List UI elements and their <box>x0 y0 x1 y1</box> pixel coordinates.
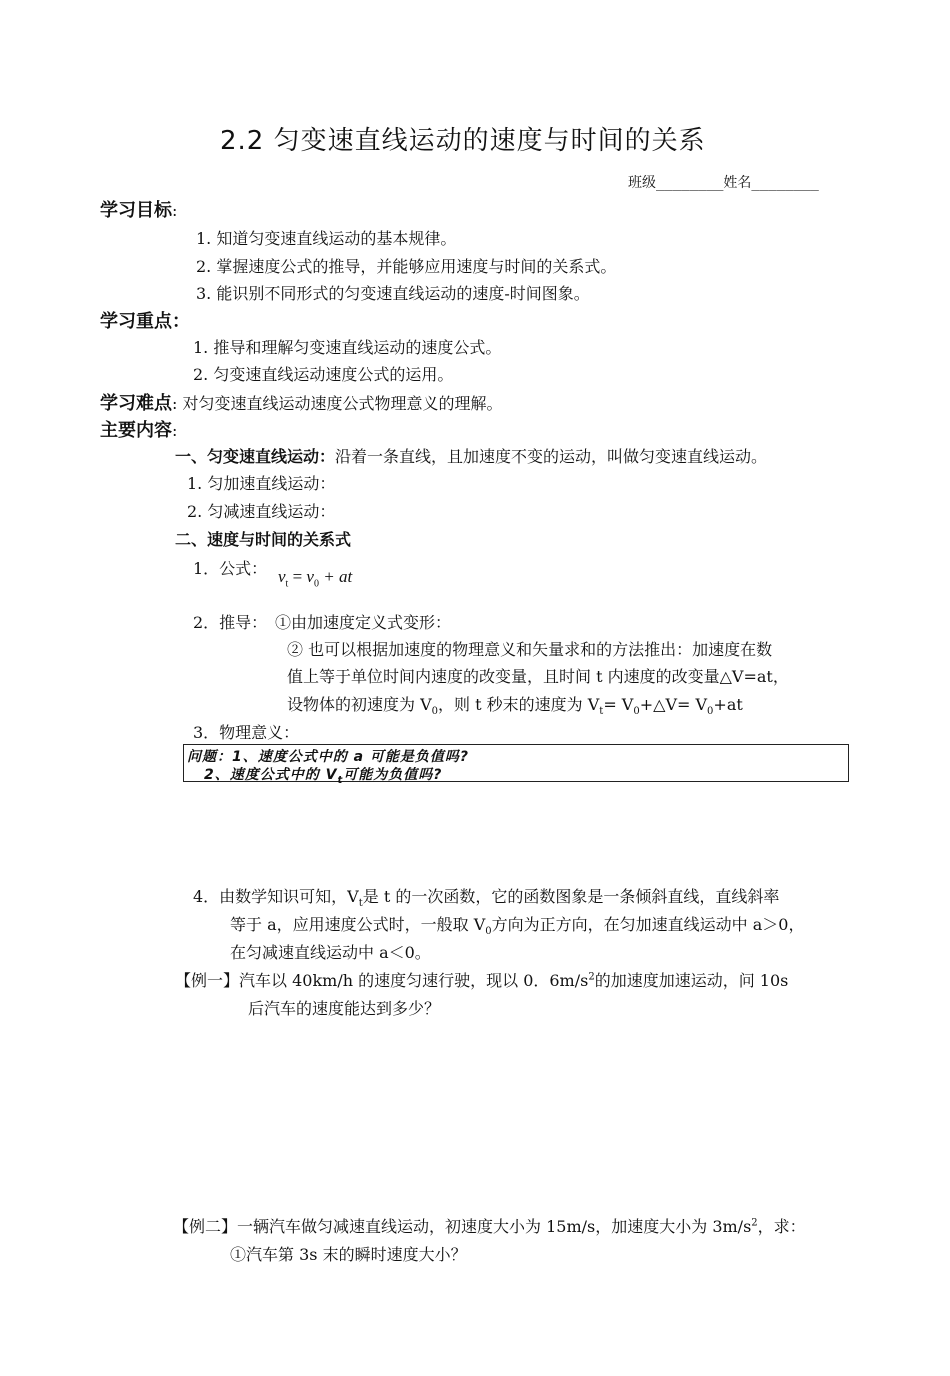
main-content-colon: : <box>172 421 178 440</box>
item4-2-post: 方向为正方向，在匀加速直线运动中 a＞0， <box>491 915 805 934</box>
key-point-item-1: 1. 推导和理解匀变速直线运动的速度公式。 <box>193 338 502 357</box>
key-points-heading: 学习重点： <box>100 311 190 332</box>
objective-item-1: 1. 知道匀变速直线运动的基本规律。 <box>196 229 457 248</box>
example1-1-sup: 2 <box>588 971 595 983</box>
derive-step-2a: ② 也可以根据加速度的物理意义和矢量求和的方法推出：加速度在数 <box>287 640 773 659</box>
derive-2c-post1: = V <box>603 695 634 714</box>
item4-1-pre: 4．由数学知识可知，V <box>193 887 359 906</box>
example2-label: 【例二】 <box>173 1217 238 1236</box>
section1-item-2: 2. 匀减速直线运动： <box>187 502 336 521</box>
meaning-label: 3．物理意义： <box>193 723 300 742</box>
formula-label: 1．公式： <box>193 559 268 578</box>
objectives-colon: : <box>172 201 178 220</box>
class-name-line: 班级________姓名________ <box>628 175 819 191</box>
example1-line-2: 后汽车的速度能达到多少？ <box>248 999 441 1018</box>
difficulty-heading: 学习难点 <box>100 393 172 414</box>
formula-v: v <box>278 567 286 586</box>
formula-v0: v <box>306 567 314 586</box>
example1-1-post: 的加速度加速运动，问 10s <box>594 971 789 990</box>
question-line-2 <box>204 764 442 786</box>
section1-text: 沿着一条直线，且加速度不变的运动，叫做匀变速直线运动。 <box>335 447 768 466</box>
example1-label: 【例一】 <box>175 971 240 990</box>
derive-2c-mid: ，则 t 秒末的速度为 V <box>438 695 600 714</box>
question-line-1: 问题：1、速度公式中的 a 可能是负值吗? <box>187 749 470 765</box>
example1-line-1 <box>175 968 788 991</box>
derive-label: 2．推导： <box>193 613 268 632</box>
question-2-post: 可能为负值吗? <box>343 767 443 783</box>
objectives-heading: 学习目标 <box>100 200 172 221</box>
item4-line-2 <box>230 912 804 937</box>
formula-sub-0: 0 <box>313 578 319 590</box>
question-2-pre: 2、速度公式中的 V <box>204 767 338 783</box>
formula-eq: = <box>288 567 307 586</box>
objective-item-3: 3. 能识别不同形式的匀变速直线运动的速度-时间图象。 <box>196 284 590 303</box>
objective-item-2: 2. 掌握速度公式的推导，并能够应用速度与时间的关系式。 <box>196 257 617 276</box>
example2-line-1 <box>173 1214 806 1237</box>
derive-2c-pre: 设物体的初速度为 V <box>287 695 432 714</box>
item4-2-pre: 等于 a，应用速度公式时，一般取 V <box>230 915 486 934</box>
section1-heading: 一、匀变速直线运动： <box>175 447 336 466</box>
derive-2c-subt: t <box>599 706 604 718</box>
item4-1-post: 是 t 的一次函数，它的函数图象是一条倾斜直线，直线斜率 <box>362 887 780 906</box>
item4-1-sub: t <box>358 898 363 910</box>
difficulty-row <box>100 389 502 415</box>
question-box <box>183 744 849 786</box>
derive-2c-post3: +at <box>713 695 743 714</box>
section1-row <box>175 444 767 467</box>
formula-rest: + at <box>318 567 353 586</box>
formula-sub-t: t <box>285 578 289 590</box>
derive-step-2b: 值上等于单位时间内速度的改变量，且时间 t 内速度的改变量△V=at， <box>287 667 789 686</box>
derive-2c-post2: +△V= V <box>639 695 708 714</box>
velocity-formula <box>278 567 352 589</box>
section2-heading: 二、速度与时间的关系式 <box>175 530 352 549</box>
example2-1-pre: 一辆汽车做匀减速直线运动，初速度大小为 15m/s，加速度大小为 3m/s <box>237 1217 752 1236</box>
example1-1-pre: 汽车以 40km/h 的速度匀速行驶，现以 0．6m/s <box>239 971 589 990</box>
item4-line-1 <box>193 884 779 909</box>
main-content-heading: 主要内容 <box>100 420 172 441</box>
main-content-row <box>100 416 177 442</box>
example2-line-2: ①汽车第 3s 末的瞬时速度大小？ <box>230 1245 467 1264</box>
item4-line-3: 在匀减速直线运动中 a＜0。 <box>230 943 431 962</box>
section1-item-1: 1. 匀加速直线运动： <box>187 474 336 493</box>
key-point-item-2: 2. 匀变速直线运动速度公式的运用。 <box>193 365 454 384</box>
item4-2-sub: 0 <box>485 926 492 938</box>
example2-1-post: ，求： <box>757 1217 806 1236</box>
example2-1-sup: 2 <box>751 1217 758 1229</box>
derive-2c-sub0c: 0 <box>707 706 714 718</box>
difficulty-text: : 对匀变速直线运动速度公式物理意义的理解。 <box>172 394 503 413</box>
derive-2c-sub0: 0 <box>431 706 439 718</box>
derive-2c-sub0b: 0 <box>633 706 640 718</box>
page-title: 2.2 匀变速直线运动的速度与时间的关系 <box>220 126 706 156</box>
objectives-heading-row <box>100 196 177 222</box>
derive-step-2c <box>287 692 743 717</box>
question-2-sub: t <box>337 774 344 786</box>
derive-step-1: ①由加速度定义式变形： <box>275 613 452 632</box>
